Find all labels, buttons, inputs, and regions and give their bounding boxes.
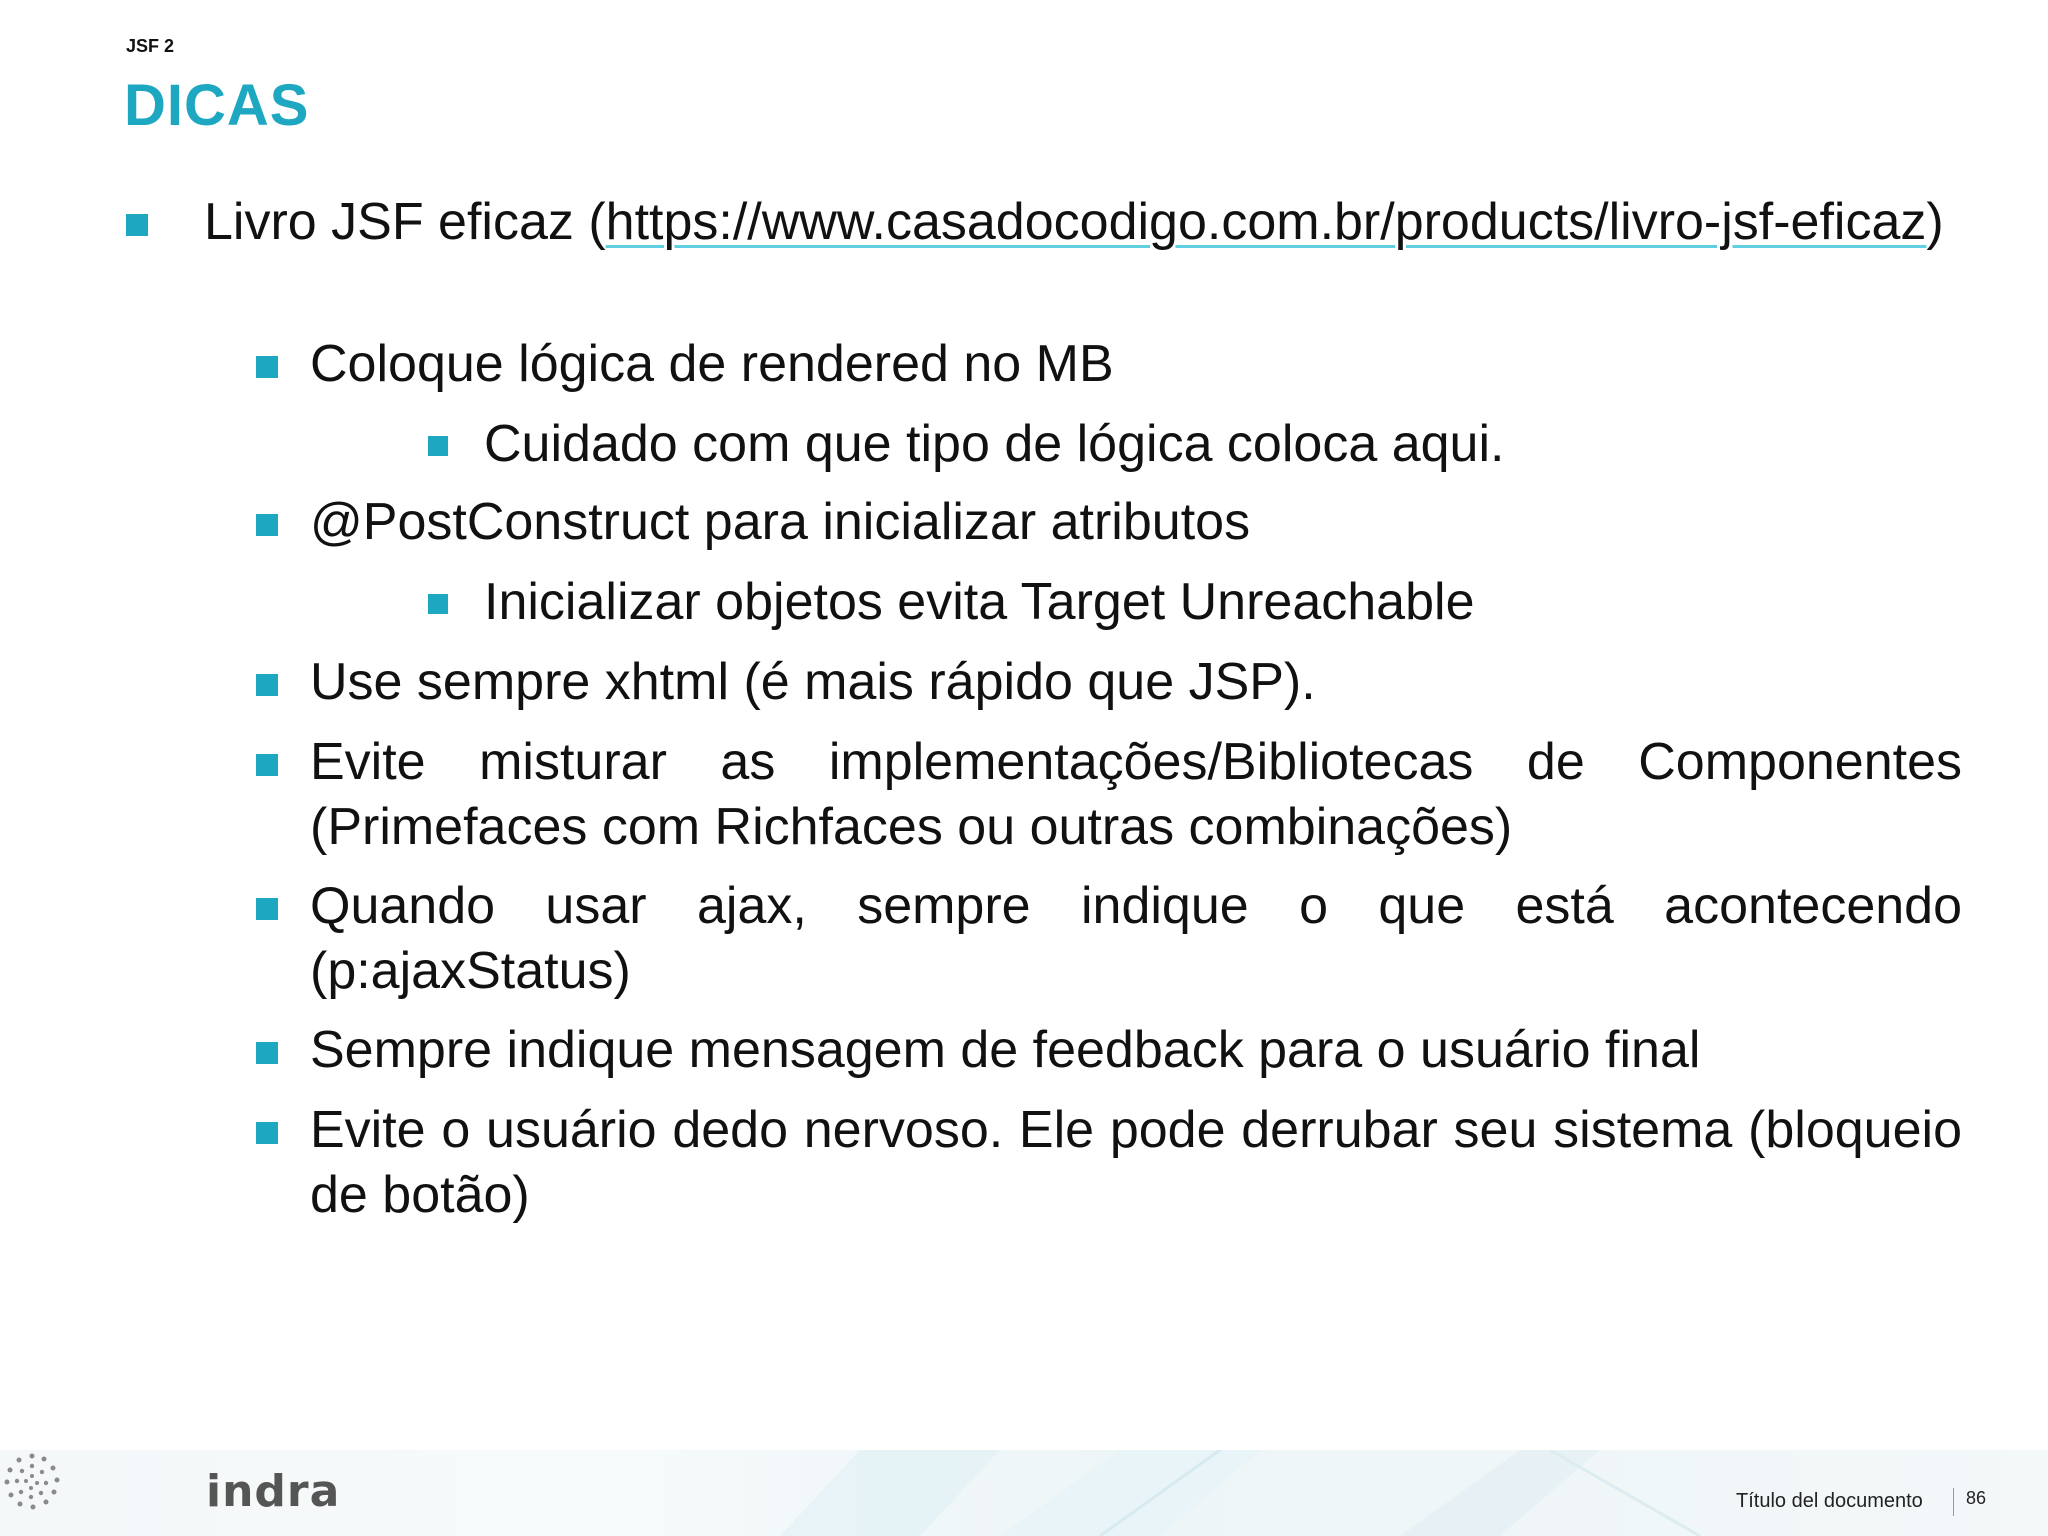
bullet-book (126, 190, 1962, 255)
square-bullet-icon (428, 594, 448, 614)
slide-title: DICAS (124, 73, 310, 138)
bullet-rendered (256, 332, 1962, 397)
square-bullet-icon (256, 754, 278, 776)
bullet-libraries (256, 730, 1962, 860)
bullet-xhtml (256, 650, 1962, 715)
bullet-text: Evite misturar as implementações/Bibliotecas de Componentes (Primefaces com Richfaces ou outras combinações) (310, 733, 1962, 856)
bullet-nervous-finger (256, 1098, 1962, 1228)
book-suffix: ) (1926, 193, 1944, 251)
bullet-text: Evite o usuário dedo nervoso. Ele pode derrubar seu sistema (bloqueio de botão) (310, 1101, 1962, 1224)
indra-logo-text: indra (206, 1466, 341, 1517)
indra-logo-icon (0, 1450, 64, 1514)
page-number: 86 (1966, 1488, 1987, 1508)
bullet-text: Sempre indique mensagem de feedback para o usuário final (310, 1021, 1701, 1079)
bullet-text: Cuidado com que tipo de lógica coloca aqui. (484, 415, 1505, 473)
square-bullet-icon (256, 514, 278, 536)
square-bullet-icon (256, 356, 278, 378)
bullet-text: @PostConstruct para inicializar atributos (310, 493, 1251, 551)
square-bullet-icon (428, 436, 448, 456)
bullet-rendered-care (428, 412, 1962, 477)
bullet-text (204, 190, 1962, 255)
book-link[interactable]: https://www.casadocodigo.com.br/products/livro-jsf-eficaz (605, 193, 1927, 251)
bullet-text: Coloque lógica de rendered no MB (310, 335, 1114, 393)
bullet-text: Quando usar ajax, sempre indique o que está acontecendo (p:ajaxStatus) (310, 877, 1962, 1000)
bullet-feedback (256, 1018, 1962, 1083)
bullet-postconstruct (256, 490, 1962, 555)
square-bullet-icon (256, 898, 278, 920)
square-bullet-icon (126, 214, 148, 236)
bullet-text: Use sempre xhtml (é mais rápido que JSP). (310, 653, 1316, 711)
document-title: Título del documento (1736, 1490, 1923, 1512)
slide-footer (0, 1450, 2048, 1536)
square-bullet-icon (256, 1122, 278, 1144)
bullet-postconstruct-note (428, 570, 1962, 635)
bullet-text: Inicializar objetos evita Target Unreachable (484, 573, 1475, 631)
square-bullet-icon (256, 1042, 278, 1064)
square-bullet-icon (256, 674, 278, 696)
book-prefix: Livro JSF eficaz ( (204, 193, 606, 251)
section-label: JSF 2 (126, 36, 175, 56)
footer-divider (1953, 1488, 1954, 1516)
bullet-ajax (256, 874, 1962, 1004)
